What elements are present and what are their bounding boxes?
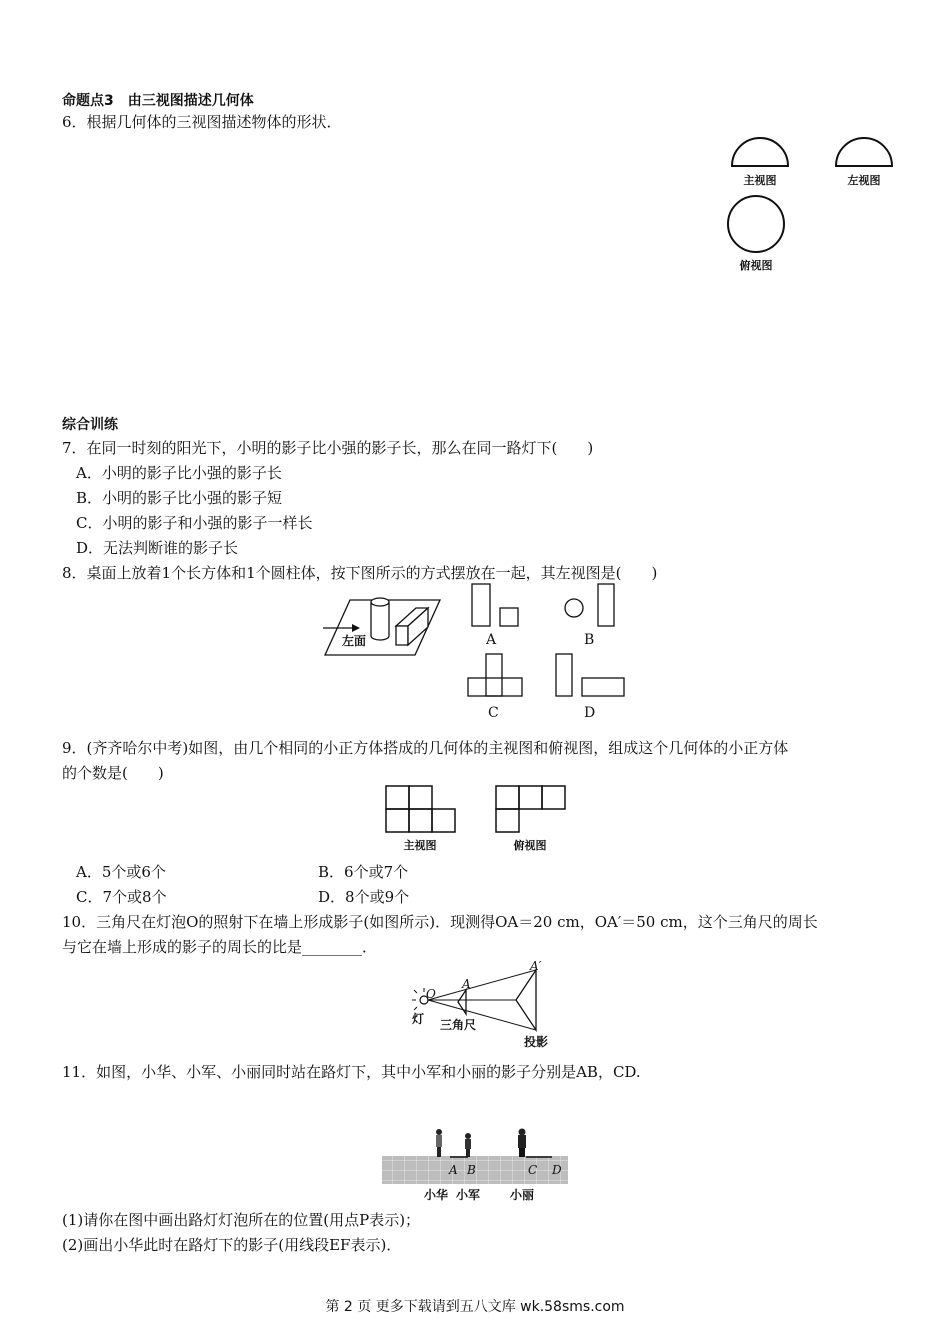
page-footer: 第 2 页 更多下载请到五八文库 wk.58sms.com <box>325 1299 625 1315</box>
point-a: A <box>449 1163 458 1177</box>
label-a-prime: A′ <box>530 959 542 973</box>
choice-label-c: C <box>488 705 499 721</box>
choice-label-b: B <box>584 632 595 648</box>
label-lamp: 灯 <box>411 1012 424 1026</box>
q7-option-a: A．小明的影子比小强的影子长 <box>76 464 282 482</box>
q11-sub2: (2)画出小华此时在路灯下的影子(用线段EF表示)． <box>62 1236 402 1254</box>
choice-b-rect <box>598 584 614 626</box>
q7-option-c: C．小明的影子和小强的影子一样长 <box>76 514 313 532</box>
q11-sub1: (1)请你在图中画出路灯灯泡所在的位置(用点P表示)； <box>62 1211 421 1229</box>
point-c: C <box>528 1163 538 1177</box>
label-o: O <box>426 987 436 1001</box>
question-9-line2: 的个数是( ) <box>62 764 164 782</box>
left-view-semicircle <box>836 138 892 166</box>
q9-front-label: 主视图 <box>403 839 437 852</box>
question-7: 7．在同一时刻的阳光下，小明的影子比小强的影子长，那么在同一路灯下( ) <box>62 439 594 457</box>
choice-d-vertical <box>556 654 572 696</box>
label-ruler: 三角尺 <box>439 1018 476 1032</box>
front-view-label: 主视图 <box>743 174 777 187</box>
point-d: D <box>552 1163 562 1177</box>
person-label-xiaohua: 小华 <box>423 1188 448 1202</box>
q9-option-a: A．5个或6个 <box>76 863 166 881</box>
choice-label-a: A <box>486 632 497 648</box>
label-shadow: 投影 <box>523 1035 548 1049</box>
person-label-xiaojun: 小军 <box>455 1188 480 1202</box>
question-8: 8．桌面上放着1个长方体和1个圆柱体，按下图所示的方式摆放在一起，其左视图是( ) <box>62 564 658 582</box>
choice-a-square <box>500 608 518 626</box>
person-label-xiaoli: 小丽 <box>509 1188 534 1202</box>
q9-option-c: C．7个或8个 <box>76 888 167 906</box>
q7-option-d: D．无法判断谁的影子长 <box>76 539 239 557</box>
q9-option-d: D．8个或9个 <box>318 888 410 906</box>
q9-views-figure <box>380 780 580 835</box>
q9-option-b: B．6个或7个 <box>318 863 409 881</box>
point-b: B <box>467 1163 476 1177</box>
q8-scene-figure <box>320 590 440 660</box>
top-view-circle <box>728 196 784 252</box>
question-6: 6．根据几何体的三视图描述物体的形状． <box>62 113 342 131</box>
person-xiaohua <box>436 1129 442 1157</box>
section-title-3: 命题点3 由三视图描述几何体 <box>62 93 254 109</box>
left-face-label: 左面 <box>341 634 366 648</box>
person-xiaoli <box>518 1129 526 1158</box>
section-title-comprehensive: 综合训练 <box>62 417 118 433</box>
person-xiaojun <box>465 1133 471 1157</box>
choice-d-horizontal <box>582 678 624 696</box>
label-a: A <box>462 977 471 991</box>
choice-c-horizontal <box>468 678 522 696</box>
q9-top-label: 俯视图 <box>513 839 547 852</box>
question-11: 11．如图，小华、小军、小丽同时站在路灯下，其中小军和小丽的影子分别是AB，CD. <box>62 1063 641 1081</box>
top-view-label: 俯视图 <box>739 259 773 272</box>
choice-c-vertical <box>486 654 502 696</box>
choice-a-tall-rect <box>472 584 490 626</box>
choice-label-d: D <box>584 705 596 721</box>
question-10-line1: 10．三角尺在灯泡O的照射下在墙上形成影子(如图所示)．现测得OA＝20 cm，OA′＝50 cm，这个三角尺的周长 <box>62 913 818 931</box>
left-view-label: 左视图 <box>847 174 881 187</box>
question-10-line2: 与它在墙上形成的影子的周长的比是________． <box>62 938 378 956</box>
choice-b-circle <box>565 599 583 617</box>
front-view-semicircle <box>732 138 788 166</box>
q7-option-b: B．小明的影子比小强的影子短 <box>76 489 283 507</box>
question-9-line1: 9．(齐齐哈尔中考)如图，由几个相同的小正方体搭成的几何体的主视图和俯视图，组成这个几何体的小正方体 <box>62 739 789 757</box>
